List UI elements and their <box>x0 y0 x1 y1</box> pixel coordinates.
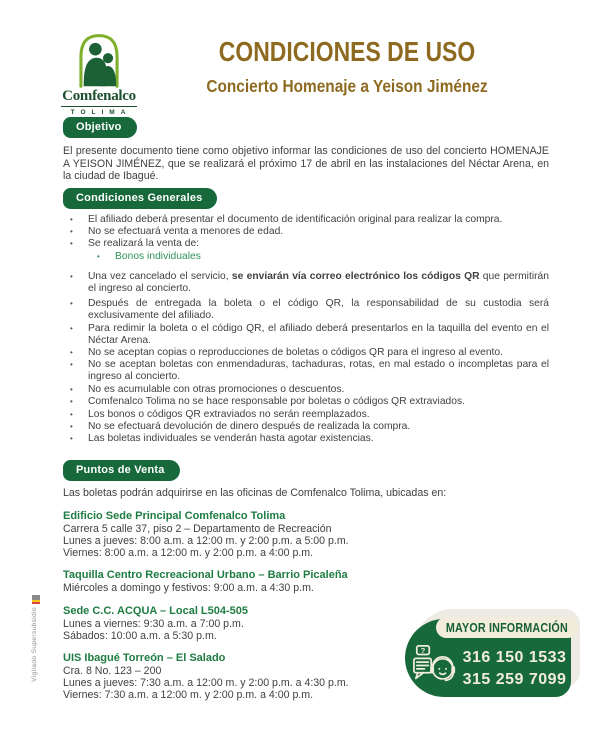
vigilado-text: Vigilado Supersubsidio <box>31 607 38 682</box>
phone-number-1: 316 150 1533 <box>462 648 567 666</box>
section-badge-puntos: Puntos de Venta <box>63 460 180 481</box>
comfenalco-arch-icon <box>71 31 127 89</box>
list-item: • Se realizará la venta de: <box>63 238 549 250</box>
list-item: • Para redimir la boleta o el código QR, el afiliado deberá presentarlos en la taquilla del evento en el Néctar Arena. <box>63 323 549 347</box>
location-line: Lunes a jueves: 7:30 a.m. a 12:00 m. y 2:00 p.m. a 4:30 p.m. <box>63 677 349 690</box>
list-item: • No se aceptan boletas con enmendaduras, tachaduras, rotas, en mal estado o incompletas para el ingreso al concierto. <box>63 359 549 383</box>
qr-bold-text: se enviarán vía correo electrónico los códigos QR <box>231 270 480 282</box>
page-title: CONDICIONES DE USO <box>218 36 476 67</box>
location-line: Miércoles a domingo y festivos: 9:00 a.m. a 4:30 p.m. <box>63 582 314 595</box>
bullet-icon <box>70 396 73 408</box>
header <box>140 36 554 97</box>
vigilado-watermark <box>31 595 43 682</box>
bullet-icon <box>70 359 73 371</box>
supersubsidio-icon <box>32 595 40 604</box>
bullet-icon <box>70 226 73 238</box>
list-item: • No se efectuará devolución de dinero después de realizada la compra. <box>63 421 549 433</box>
section-badge-objetivo: Objetivo <box>63 117 137 138</box>
bullet-icon <box>70 238 73 250</box>
location-line: Lunes a viernes: 9:30 a.m. a 7:00 p.m. <box>63 617 244 630</box>
location-name: UIS Ibagué Torreón – El Salado <box>63 652 226 665</box>
bullet-icon <box>70 271 73 283</box>
location-taquilla-urbano <box>63 568 549 594</box>
list-item: • Las boletas individuales se venderán hasta agotar existencias. <box>63 433 549 445</box>
location-line: Cra. 8 No. 123 – 200 <box>63 665 162 678</box>
support-agent-icon <box>412 643 458 694</box>
list-item: • No se aceptan copias o reproducciones de boletas o códigos QR para el ingreso al evento. <box>63 347 549 359</box>
location-line: Carrera 5 calle 37, piso 2 – Departamento de Recreación <box>63 522 332 535</box>
info-title: MAYOR INFORMACIÓN <box>446 620 568 635</box>
location-name: Edificio Sede Principal Comfenalco Tolima <box>63 509 286 522</box>
list-item: • No se efectuará venta a menores de edad. <box>63 226 549 238</box>
contact-info-badge <box>405 617 578 699</box>
section-badge-condiciones: Condiciones Generales <box>63 188 217 209</box>
location-line: Viernes: 7:30 a.m. a 12:00 m. y 2:00 p.m. a 4:00 p.m. <box>63 689 314 702</box>
bullet-icon <box>97 251 100 263</box>
info-title-pill <box>436 617 578 638</box>
list-item: • Después de entregada la boleta o el código QR, la responsabilidad de su custodia será exclusivamente del afiliado. <box>63 298 549 322</box>
logo-region-text: TOLIMA <box>70 109 132 117</box>
objetivo-paragraph: El presente documento tiene como objetivo informar las condiciones de uso del concierto HOMENAJE A YEISON JIMÉNEZ, que se realizará el próximo 17 de abril en las instalaciones del Néctar Arena, en la ciudad de Ibagué. <box>63 145 549 182</box>
list-item-qr: • Una vez cancelado el servicio, se enviarán vía correo electrónico los códigos QR que permitirán el ingreso al concierto. <box>63 271 549 295</box>
location-name: Sede C.C. ACQUA – Local L504-505 <box>63 604 249 617</box>
condiciones-list <box>63 214 549 446</box>
location-name: Taquilla Centro Recreacional Urbano – Barrio Picaleña <box>63 569 348 582</box>
bullet-icon <box>70 298 73 310</box>
location-line: Lunes a jueves: 8:00 a.m. a 12:00 m. y 2:00 p.m. a 5:00 p.m. <box>63 535 349 548</box>
list-item: • Comfenalco Tolima no se hace responsable por boletas o códigos QR extraviados. <box>63 396 549 408</box>
list-item: • El afiliado deberá presentar el documento de identificación original para realizar la compra. <box>63 214 549 226</box>
bullet-icon <box>70 409 73 421</box>
bullet-icon <box>70 384 73 396</box>
location-sede-principal <box>63 509 549 560</box>
bullet-icon <box>70 214 73 226</box>
location-line: Viernes: 8:00 a.m. a 12:00 m. y 2:00 p.m. a 4:00 p.m. <box>63 547 314 560</box>
phone-number-2: 315 259 7099 <box>462 670 567 688</box>
page-subtitle: Concierto Homenaje a Yeison Jiménez <box>206 76 488 96</box>
list-subitem-bonos: • Bonos individuales <box>63 251 549 263</box>
bullet-icon <box>70 421 73 433</box>
comfenalco-logo <box>61 31 137 116</box>
puntos-intro: Las boletas podrán adquirirse en las oficinas de Comfenalco Tolima, ubicadas en: <box>63 487 447 500</box>
list-item: • Los bonos o códigos QR extraviados no serán reemplazados. <box>63 409 549 421</box>
location-line: Sábados: 10:00 a.m. a 5:30 p.m. <box>63 629 217 642</box>
bullet-icon <box>70 323 73 335</box>
svg-text:?: ? <box>420 646 426 656</box>
bullet-icon <box>70 347 73 359</box>
bullet-icon <box>70 433 73 445</box>
phone-numbers <box>463 642 566 695</box>
logo-brand-text: Comfenalco <box>61 89 137 107</box>
list-item: • No es acumulable con otras promociones o descuentos. <box>63 384 549 396</box>
